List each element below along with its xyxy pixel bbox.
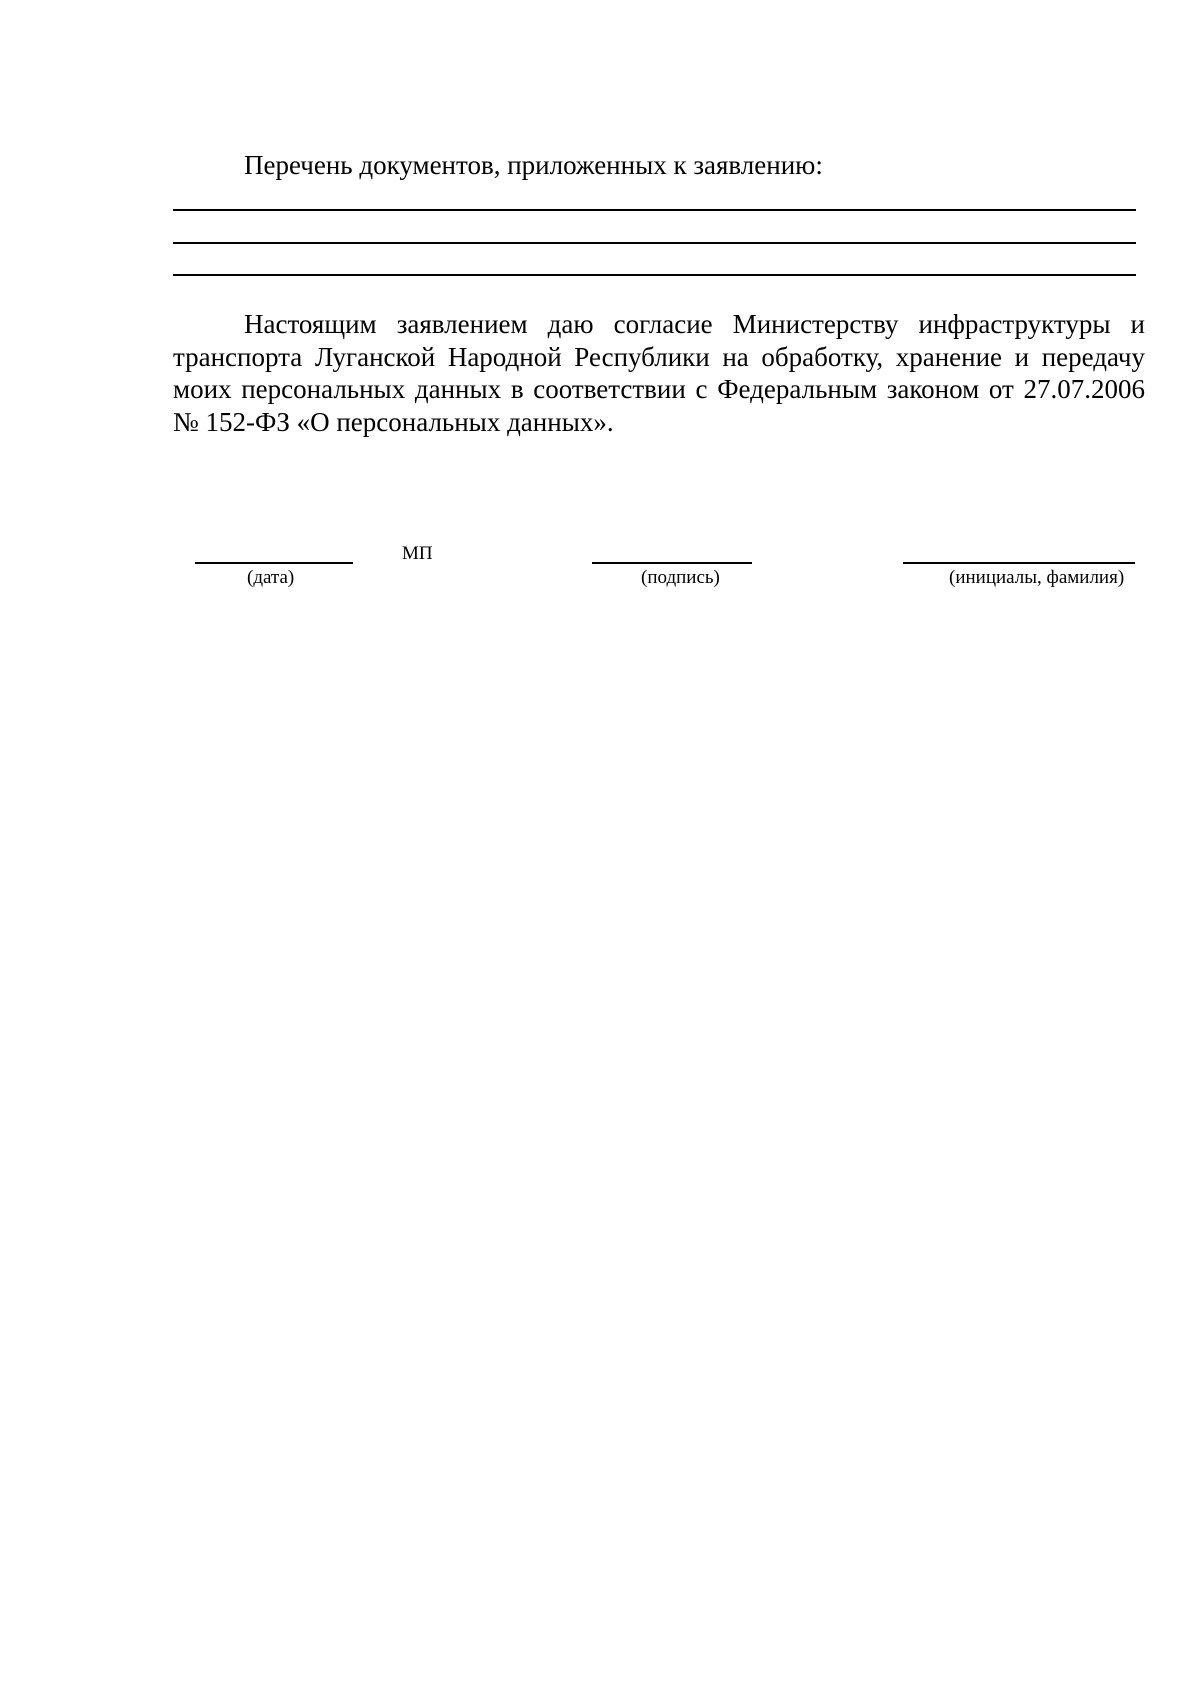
date-fill-line[interactable] <box>195 562 353 564</box>
name-fill-line[interactable] <box>903 562 1135 564</box>
attachments-heading: Перечень документов, приложенных к заявлению: <box>244 150 823 180</box>
attachment-fill-line-1[interactable] <box>173 209 1136 211</box>
date-caption: (дата) <box>247 567 295 588</box>
signature-caption: (подпись) <box>641 567 720 588</box>
stamp-label: МП <box>402 543 433 564</box>
attachment-fill-line-2[interactable] <box>173 242 1136 244</box>
signature-fill-line[interactable] <box>592 562 752 564</box>
consent-paragraph: Настоящим заявлением даю согласие Министерству инфраструктуры и транспорта Луганской Народной Республики на обработку, хранение и передачу моих персональных данных в соответствии с Федеральным законом от 27.07.2006 № 152-ФЗ «О персональных данных». <box>173 309 1145 437</box>
name-caption: (инициалы, фамилия) <box>949 567 1125 588</box>
attachment-fill-line-3[interactable] <box>173 274 1136 276</box>
